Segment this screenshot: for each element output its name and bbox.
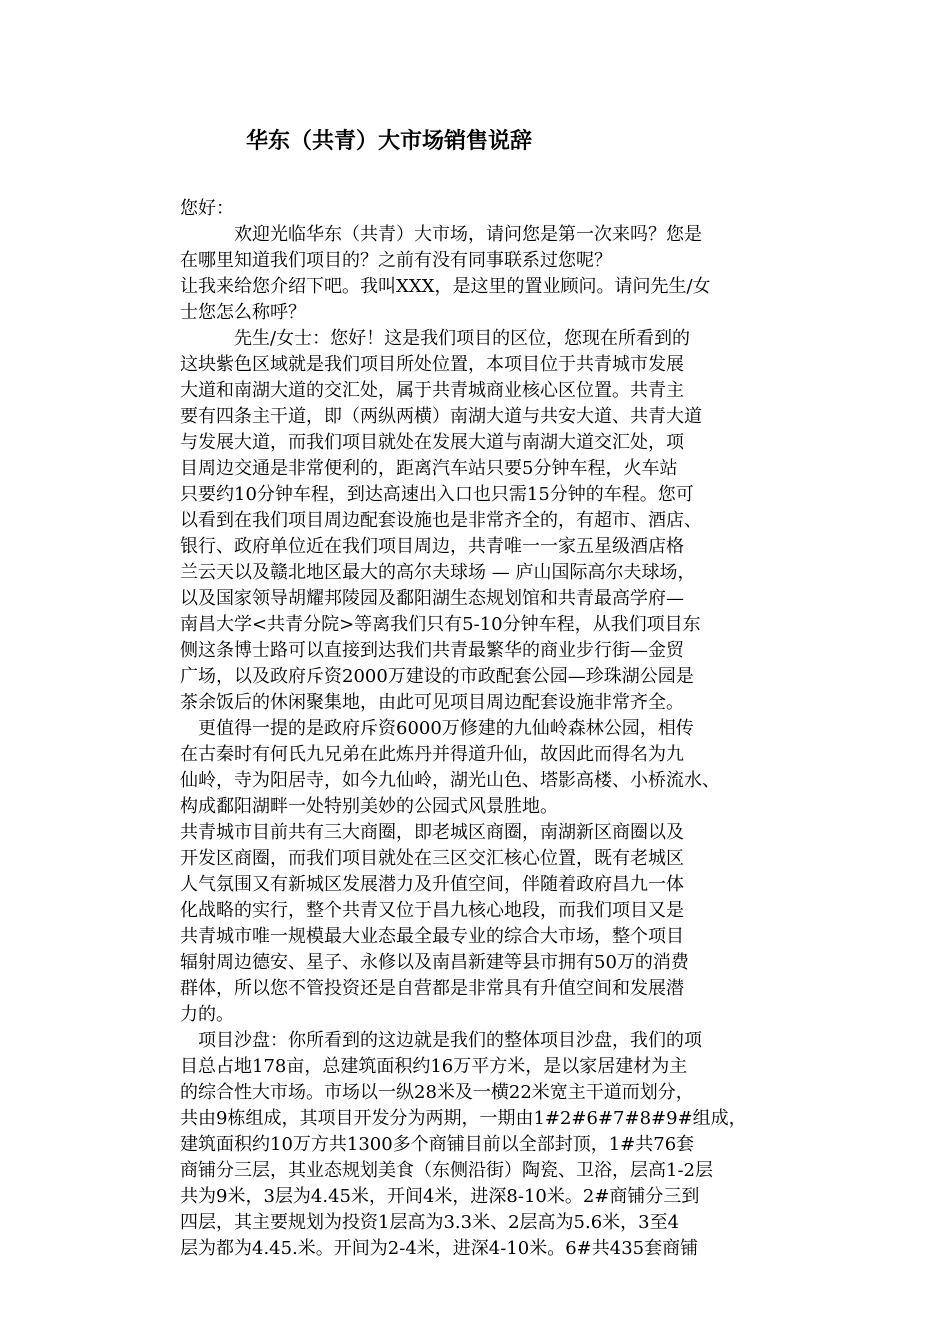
text-line: 目总占地178亩，总建筑面积约16万平方米，是以家居建材为主 — [180, 1056, 688, 1077]
text-line: 让我来给您介绍下吧。我叫XXX，是这里的置业顾问。请问先生/女 — [180, 276, 711, 297]
text-line: 共为9米，3层为4.45米，开间4米，进深8-10米。2#商铺分三到 — [180, 1186, 700, 1207]
text-line: 以看到在我们项目周边配套设施也是非常齐全的，有超市、酒店、 — [180, 510, 702, 531]
text-line: 化战略的实行，整个共青又位于昌九核心地段，而我们项目又是 — [180, 900, 684, 921]
text-line: 更值得一提的是政府斥资6000万修建的九仙岭森林公园，相传 — [180, 718, 694, 739]
text-line: 仙岭，寺为阳居寺，如今九仙岭，湖光山色、塔影高楼、小桥流水、 — [180, 770, 720, 791]
text-line: 这块紫色区域就是我们项目所处位置，本项目位于共青城市发展 — [180, 354, 684, 375]
text-line: 银行、政府单位近在我们项目周边，共青唯一一家五星级酒店格 — [180, 536, 684, 557]
text-line: 建筑面积约10万方共1300多个商铺目前以全部封顶，1#共76套 — [180, 1134, 695, 1155]
text-line: 共青城市唯一规模最大业态最全最专业的综合大市场，整个项目 — [180, 926, 684, 947]
text-line: 开发区商圈，而我们项目就处在三区交汇核心位置，既有老城区 — [180, 848, 684, 869]
text-line: 士您怎么称呼？ — [180, 302, 306, 323]
text-line: 在哪里知道我们项目的？之前有没有同事联系过您呢？ — [180, 250, 612, 271]
text-line: 以及国家领导胡耀邦陵园及鄱阳湖生态规划馆和共青最高学府— — [180, 588, 684, 609]
text-line: 构成鄱阳湖畔一处特别美妙的公园式风景胜地。 — [180, 796, 558, 817]
text-line: 的综合性大市场。市场以一纵28米及一横22米宽主干道而划分， — [180, 1082, 694, 1103]
text-line: 力的。 — [180, 1004, 234, 1025]
document-body — [180, 196, 810, 1262]
text-line: 商铺分三层，其业态规划美食（东侧沿街）陶瓷、卫浴，层高1-2层 — [180, 1160, 713, 1181]
text-line: 要有四条主干道，即（两纵两横）南湖大道与共安大道、共青大道 — [180, 406, 702, 427]
text-line: 与发展大道，而我们项目就处在发展大道与南湖大道交汇处，项 — [180, 432, 684, 453]
text-line: 群体，所以您不管投资还是自营都是非常具有升值空间和发展潜 — [180, 978, 684, 999]
text-line: 共由9栋组成，其项目开发分为两期，一期由1#2#6#7#8#9#组成， — [180, 1108, 747, 1129]
text-line: 您好： — [180, 198, 234, 219]
text-line: 兰云天以及赣北地区最大的高尔夫球场 — 庐山国际高尔夫球场， — [180, 562, 696, 583]
text-line: 先生/女士：您好！这是我们项目的区位，您现在所看到的 — [180, 328, 691, 349]
text-line: 在古秦时有何氏九兄弟在此炼丹并得道升仙，故因此而得名为九 — [180, 744, 684, 765]
text-line: 层为都为4.45.米。开间为2-4米，进深4-10米。6#共435套商铺 — [180, 1238, 699, 1259]
text-line: 侧这条博士路可以直接到达我们共青最繁华的商业步行街—金贸 — [180, 640, 684, 661]
text-line: 四层，其主要规划为投资1层高为3.3米、2层高为5.6米，3至4 — [180, 1212, 680, 1233]
text-line: 项目沙盘：你所看到的这边就是我们的整体项目沙盘，我们的项 — [180, 1030, 702, 1051]
text-line: 欢迎光临华东（共青）大市场，请问您是第一次来吗？您是 — [180, 224, 702, 245]
text-line: 共青城市目前共有三大商圈，即老城区商圈，南湖新区商圈以及 — [180, 822, 684, 843]
document-title: 华东（共青）大市场销售说辞 — [246, 129, 533, 154]
text-line: 南昌大学<共青分院>等离我们只有5-10分钟车程，从我们项目东 — [180, 614, 701, 635]
text-line: 广场，以及政府斥资2000万建设的市政配套公园—珍珠湖公园是 — [180, 666, 694, 687]
text-line: 茶余饭后的休闲聚集地，由此可见项目周边配套设施非常齐全。 — [180, 692, 684, 713]
text-line: 大道和南湖大道的交汇处，属于共青城商业核心区位置。共青主 — [180, 380, 684, 401]
text-line: 只要约10分钟车程，到达高速出入口也只需15分钟的车程。您可 — [180, 484, 694, 505]
text-line: 目周边交通是非常便利的，距离汽车站只要5分钟车程，火车站 — [180, 458, 678, 479]
text-line: 人气氛围又有新城区发展潜力及升值空间，伴随着政府昌九一体 — [180, 874, 684, 895]
text-line: 辐射周边德安、星子、永修以及南昌新建等县市拥有50万的消费 — [180, 952, 689, 973]
